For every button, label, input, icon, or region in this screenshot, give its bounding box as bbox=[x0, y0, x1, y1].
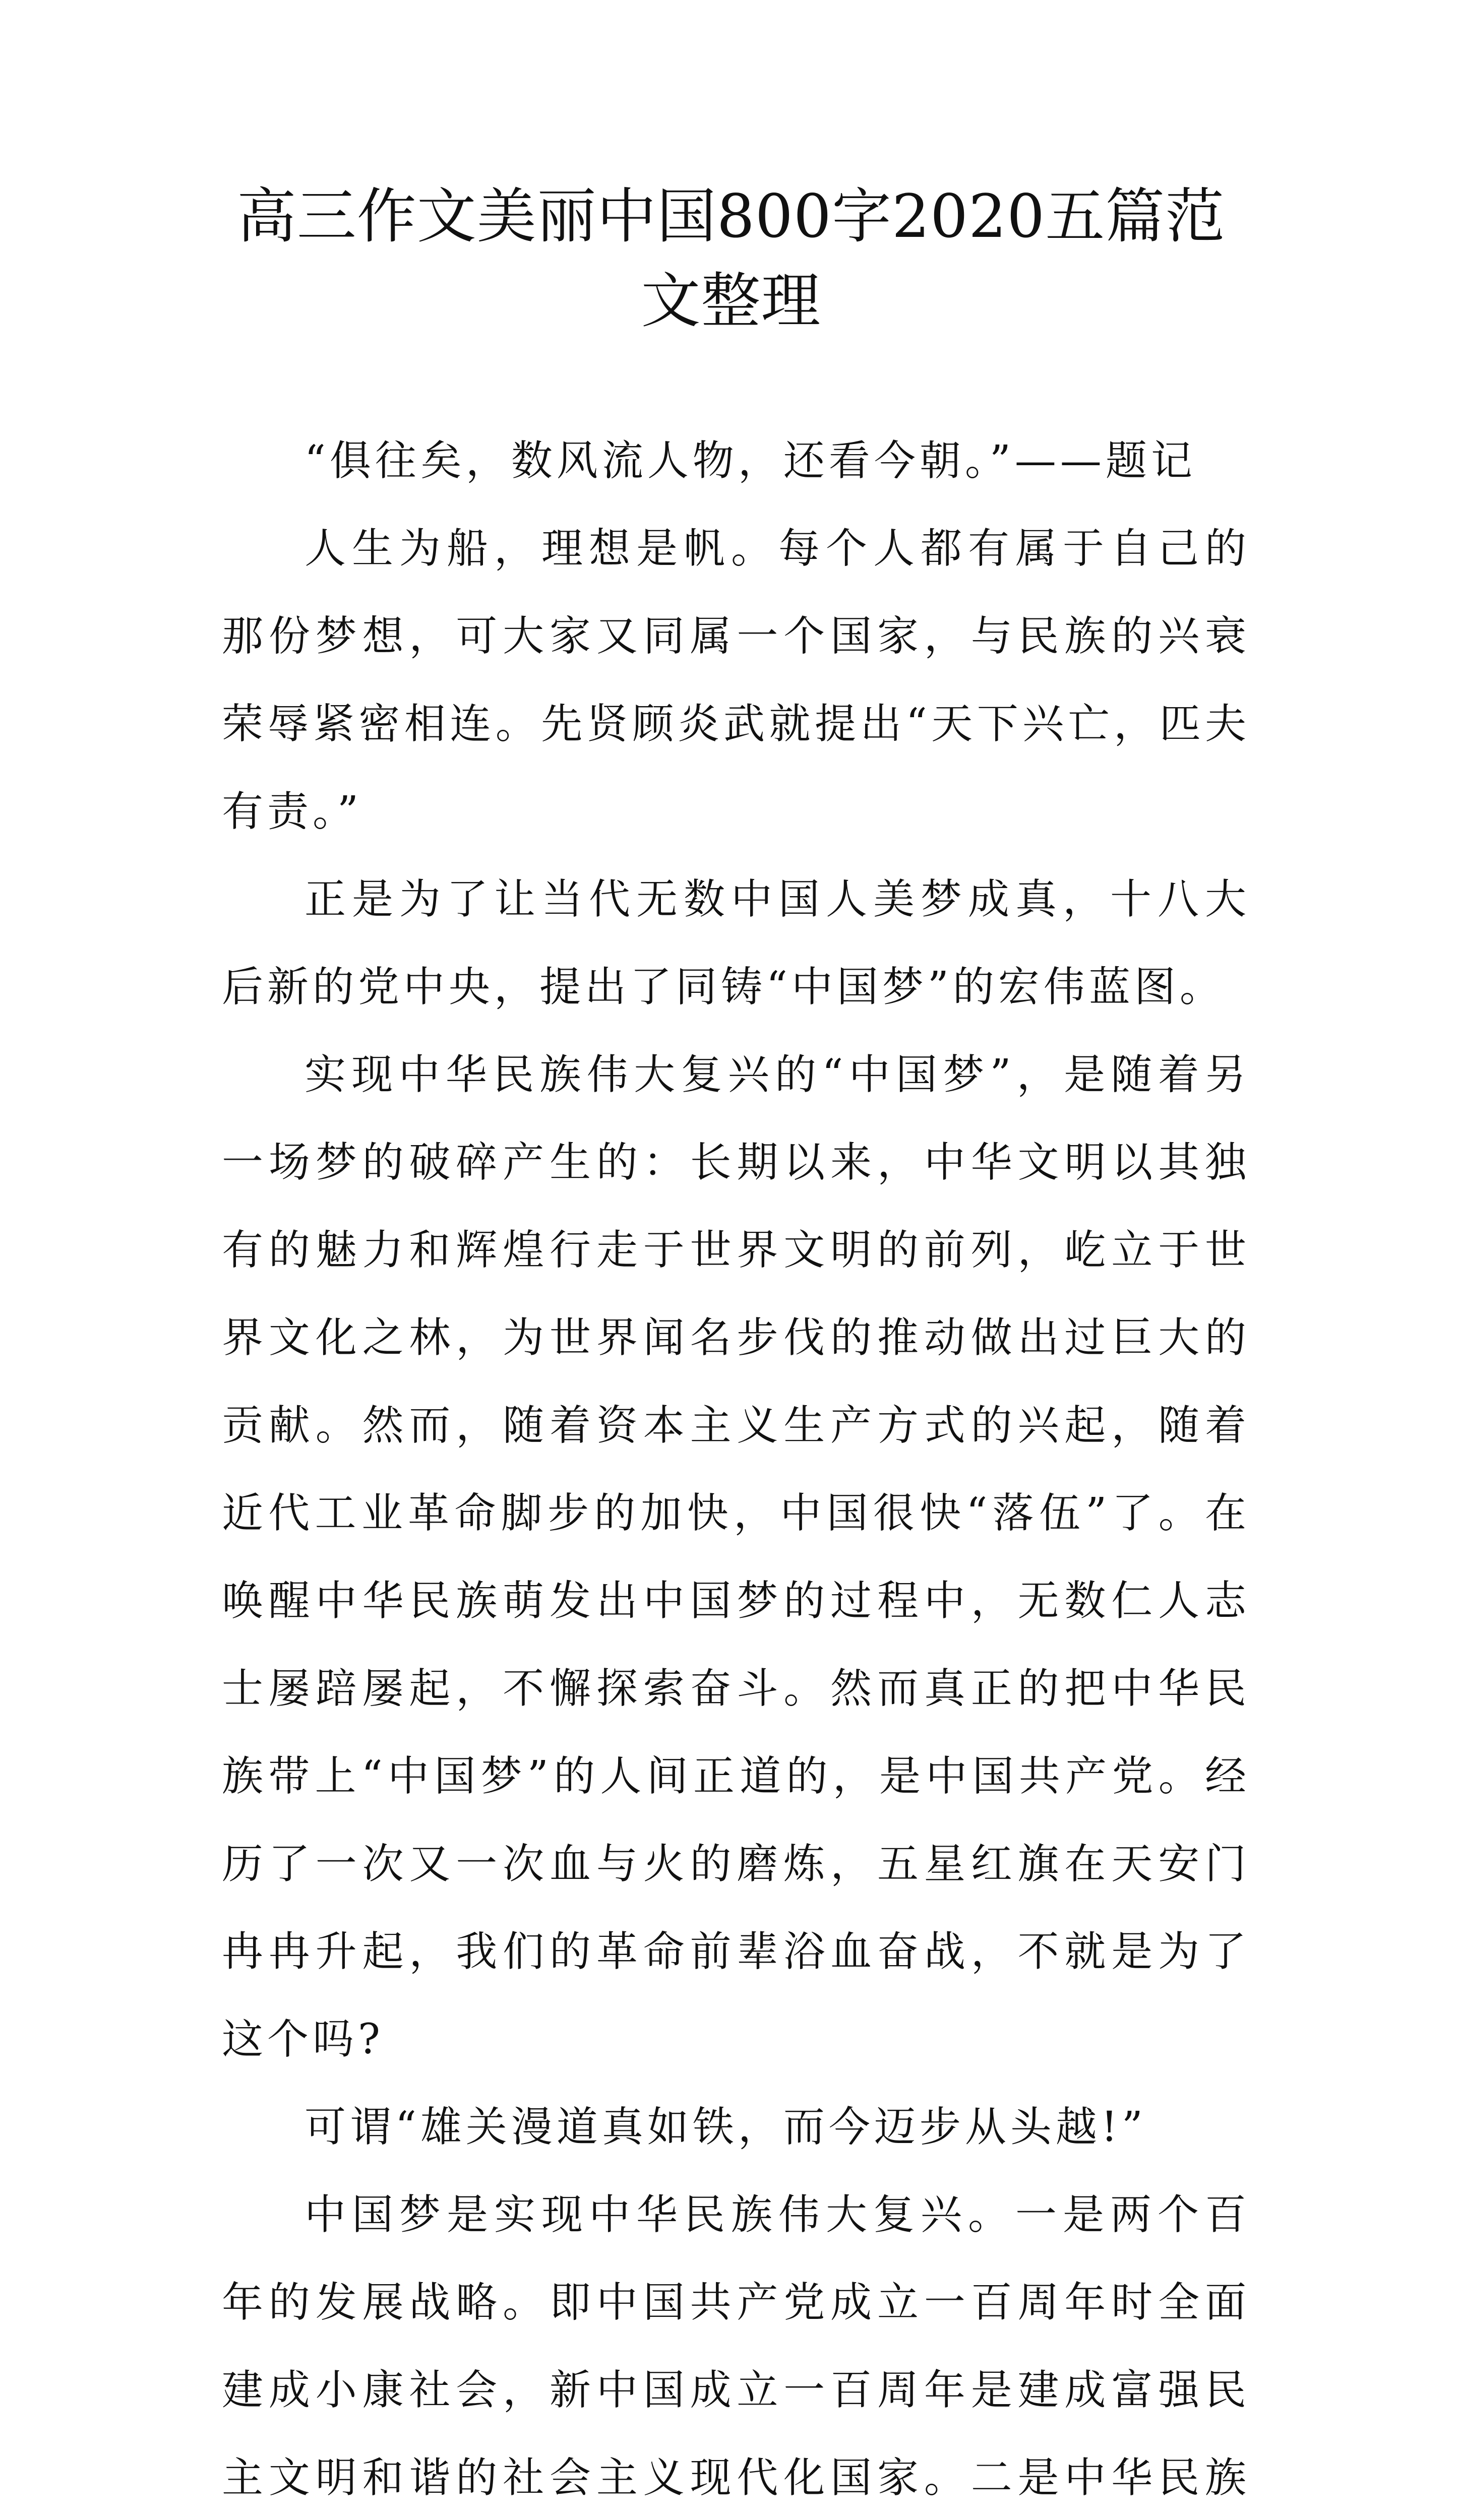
document-title: 高三作文美丽中国800字2020五篇范文整理 bbox=[236, 181, 1226, 336]
paragraph-2: 正是为了让当代无数中国人美梦成真，十八大后新的党中央，提出了同铸“中国梦”的宏伟蓝图。 bbox=[222, 875, 1250, 1011]
paragraph-epigraph: “俱往矣，数风流人物，还看今朝。”——题记 bbox=[305, 437, 1196, 485]
paragraph-1: 人生为船，理想是帆。每个人都有属于自己的那份梦想，可大家又同属一个国家，与民族的兴衰荣辱紧密相连。先贤顾炎武就提出“天下兴亡，匹夫有责。” bbox=[222, 525, 1250, 836]
paragraph-5: 中国梦是实现中华民族伟大复兴。一是两个百年的发展战略。即中国共产党成立一百周年时全面建成小康社会，新中国成立一百周年是建成富强民主文明和谐的社会主义现代化国家。二是中华民族 bbox=[222, 2191, 1250, 2502]
paragraph-3: 实现中华民族伟大复兴的“中国梦”，是随着另一场梦的破碎产生的：长期以来，中华文明以其独有的魅力和辉煌行走于世界文明的前列，屹立于世界文化之林，为世界闻名步伐的推动做出过巨大的贡献。然而，随着资本主义生产方式的兴起，随着近代工业革命脚步的加快，中国很快“落伍”了。在唤醒中华民族萌发出中国梦的过程中，无数仁人志士屡踣屡起，不懈探索奋斗。然而真正的把中华民族带上“中国梦”的人间正道的，是中国共产党。经历了一次又一次血与火的磨炼，五星红旗在天安门冉冉升起，我们的革命前辈浴血奋战，不就是为了这个吗? bbox=[222, 1051, 1250, 2063]
document-body bbox=[222, 417, 1250, 2520]
paragraph-4: 可谓“雄关漫道真如铁，而今迈步从头越!” bbox=[305, 2103, 1147, 2151]
